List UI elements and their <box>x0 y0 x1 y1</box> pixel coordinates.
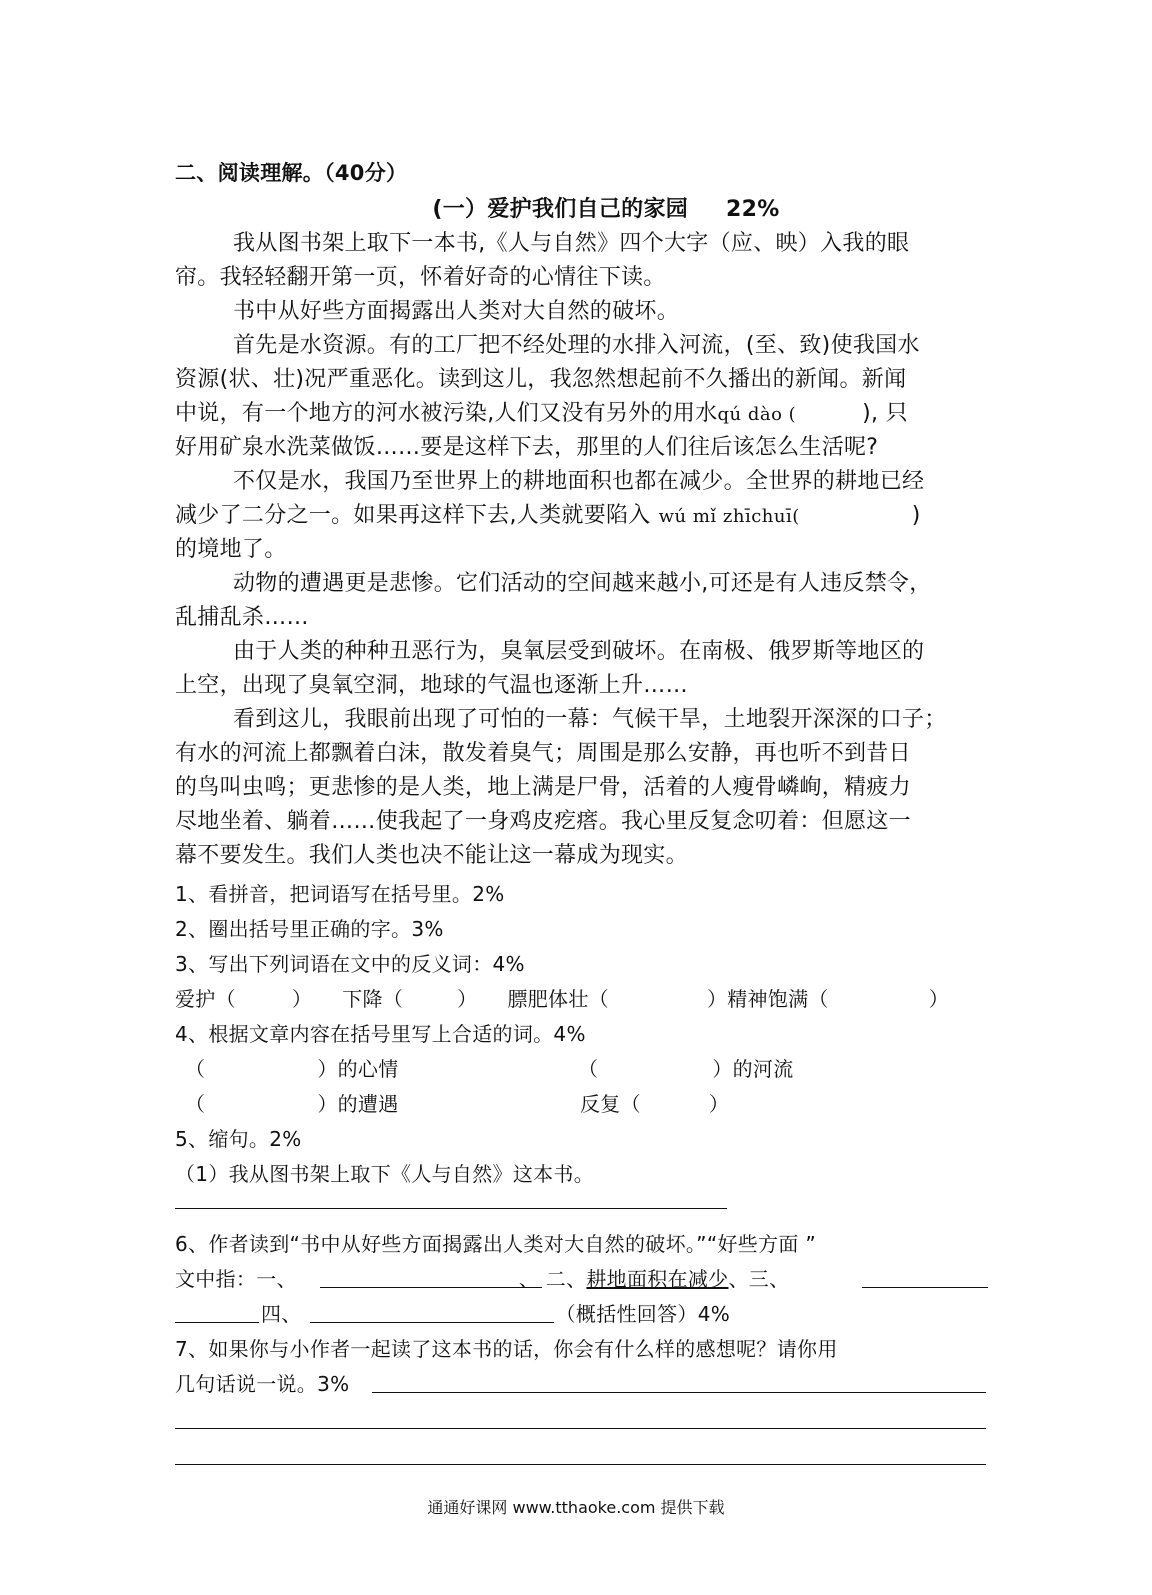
passage-line: 书中从好些方面揭露出人类对大自然的破坏。 <box>233 299 680 324</box>
passage-line: 有水的河流上都飘着白沫，散发着臭气；周围是那么安静，再也听不到昔日 <box>175 741 911 766</box>
passage-title <box>0 192 1152 228</box>
q6-label: 、 二、 <box>518 1267 587 1291</box>
answer-line[interactable] <box>175 1464 986 1465</box>
passage-line: 幕不要发生。我们人类也决不能让这一幕成为现实。 <box>175 843 688 868</box>
footer-credit: 通通好课网 www.tthaoke.com 提供下载 <box>427 1498 725 1517</box>
q4-suffix: ）的心情 <box>317 1057 399 1081</box>
q3-item: ） <box>928 987 950 1011</box>
q6-label: 、三、 <box>728 1267 790 1291</box>
q4-bracket: （ <box>578 1057 599 1081</box>
answer-line[interactable] <box>175 1322 259 1323</box>
question-6-line2 <box>175 1261 990 1297</box>
passage-line-pinyin <box>175 396 990 433</box>
passage-line: 的鸟叫虫鸣；更悲惨的是人类，地上满是尸骨，活着的人瘦骨嶙峋，精疲力 <box>175 775 911 800</box>
pinyin-prompt: wú mǐ zhīchuī( <box>658 506 800 527</box>
answer-line[interactable] <box>175 1208 727 1209</box>
passage-line: 的境地了。 <box>175 537 287 562</box>
passage-line: 不仅是水，我国乃至世界上的耕地面积也都在减少。全世界的耕地已经 <box>233 469 925 494</box>
question-5: 5、缩句。2% <box>175 1127 302 1151</box>
answer-line[interactable] <box>320 1287 542 1288</box>
passage-line: 上空，出现了臭氧空洞，地球的气温也逐渐上升…… <box>175 673 688 698</box>
question-5-1: （1）我从图书架上取下《人与自然》这本书。 <box>175 1162 595 1186</box>
pinyin-tail: ), 只 <box>862 401 908 426</box>
question-1: 1、看拼音，把词语写在括号里。2% <box>175 882 505 906</box>
pinyin-prompt: qú dào ( <box>717 404 797 425</box>
passage-line-pinyin <box>175 498 990 535</box>
question-3-items <box>175 981 990 1017</box>
q6-note: （概括性回答）4% <box>555 1302 731 1326</box>
section-title: 二、阅读理解。（40分） <box>175 161 408 185</box>
answer-line[interactable] <box>175 1428 986 1429</box>
q3-item: 膘肥体壮（ <box>507 987 609 1011</box>
passage-line: 首先是水资源。有的工厂把不经处理的水排入河流，(至、致)使我国水 <box>233 333 920 358</box>
passage-line: 我从图书架上取下一本书,《人与自然》四个大字（应、映）入我的眼 <box>233 231 910 256</box>
question-2: 2、圈出括号里正确的字。3% <box>175 917 444 941</box>
answer-line[interactable] <box>310 1322 554 1323</box>
q3-item: ） <box>291 987 313 1011</box>
question-4: 4、根据文章内容在括号里写上合适的词。4% <box>175 1022 586 1046</box>
passage-line: 资源(状、壮)况严重恶化。读到这儿，我忽然想起前不久播出的新闻。新闻 <box>175 367 907 392</box>
passage-line: 由于人类的种种丑恶行为，臭氧层受到破坏。在南极、俄罗斯等地区的 <box>233 639 925 664</box>
q3-item: ） <box>457 987 478 1011</box>
q3-item: 爱护（ <box>175 987 236 1011</box>
q4-bracket: （ <box>185 1092 206 1116</box>
q6-label: 文中指：一、 <box>175 1267 297 1291</box>
question-3: 3、写出下列词语在文中的反义词：4% <box>175 952 525 976</box>
passage-text: 减少了二分之一。如果再这样下去,人类就要陷入 <box>175 503 651 528</box>
q4-item-right <box>578 1051 978 1087</box>
q3-item: 下降（ <box>342 987 404 1011</box>
passage-text: 中说，有一个地方的河水被污染,人们又没有另外的用水 <box>175 401 718 426</box>
question-6-line3 <box>175 1296 990 1332</box>
passage-line: 乱捕乱杀…… <box>175 605 309 630</box>
passage-score: 22% <box>726 197 780 222</box>
passage-line: 好用矿泉水洗菜做饭……要是这样下去，那里的人们往后该怎么生活呢? <box>175 435 879 460</box>
passage-line: 看到这儿，我眼前出现了可怕的一幕：气候干旱，土地裂开深深的口子； <box>233 707 947 732</box>
q6-label: 四、 <box>261 1302 302 1326</box>
passage-line: 尽地坐着、躺着……使我起了一身鸡皮疙瘩。我心里反复念叨着：但愿这一 <box>175 809 911 834</box>
q4-bracket: （ <box>185 1057 206 1081</box>
passage-line: 动物的遭遇更是悲惨。它们活动的空间越来越小,可还是有人违反禁令， <box>233 571 932 596</box>
q4-prefix: 反复（ <box>580 1092 641 1116</box>
passage-title-text: (一）爱护我们自己的家园 <box>432 197 689 222</box>
question-6: 6、作者读到“书中从好些方面揭露出人类对大自然的破坏。”“好些方面 ” <box>175 1232 817 1256</box>
answer-line[interactable] <box>862 1287 988 1288</box>
question-7-line2: 几句话说一说。3% <box>175 1372 350 1396</box>
answer-line[interactable] <box>372 1392 986 1393</box>
q4-suffix: ）的河流 <box>712 1057 794 1081</box>
q4-suffix: ）的遭遇 <box>317 1092 399 1116</box>
q4-bracket: ） <box>708 1092 730 1116</box>
q6-given-answer: 耕地面积在减少 <box>586 1267 729 1291</box>
question-7: 7、如果你与小作者一起读了这本书的话，你会有什么样的感想呢？请你用 <box>175 1337 838 1361</box>
q3-item: ）精神饱满（ <box>706 987 829 1011</box>
passage-line: 帘。我轻轻翻开第一页，怀着好奇的心情往下读。 <box>175 265 666 290</box>
q4-item-right <box>580 1086 980 1122</box>
pinyin-tail: ) <box>911 503 921 528</box>
